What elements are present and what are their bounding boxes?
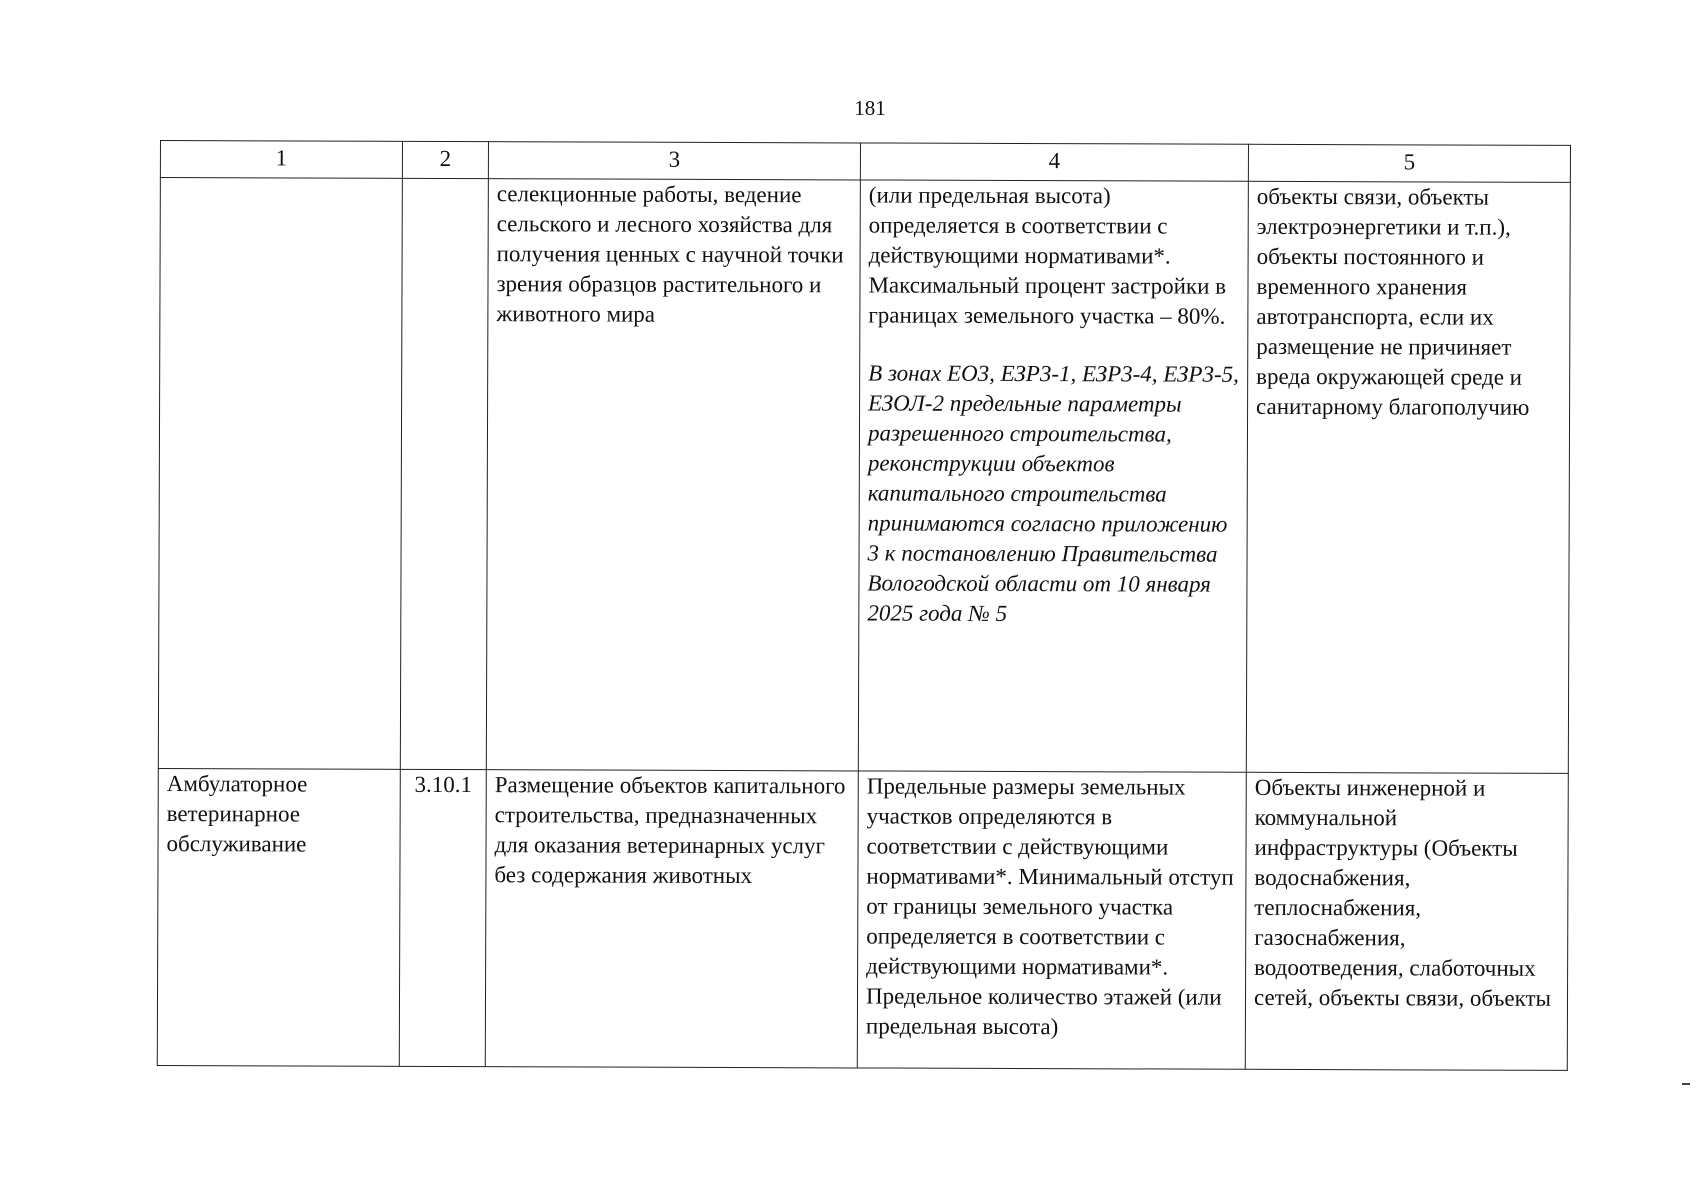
row1-auxiliary-uses: объекты связи, объекты электроэнергетики и т.п.), объекты постоянного и временного хранения автотранспорта, если их размещение не причиняет вреда окружающей среде и санитарному благополучию: [1246, 181, 1570, 773]
row2-parameters: Предельные размеры земельных участков определяются в соответствии с действующими нормативами*. Минимальный отступ от границы земельного участка определяется в соответствии с действующими нормативами*. Предельное количество этажей (или предельная высота): [857, 771, 1246, 1069]
table-header-row: [160, 141, 1570, 183]
header-cell-3: 3: [488, 142, 860, 180]
header-cell-2: 2: [402, 141, 488, 178]
header-cell-1: 1: [160, 141, 402, 179]
row2-land-use-name: Амбулаторное ветеринарное обслуживание: [157, 768, 400, 1066]
row1-parameters-zones-note: В зонах ЕО3, ЕЗР3-1, ЕЗР3-4, ЕЗР3-5, ЕЗОЛ-2 предельные параметры разрешенного строительства, реконструкции объектов капитального строительства принимаются согласно приложению 3 к постановлению Правительства Вологодской области от 10 января 2025 года № 5: [867, 360, 1239, 626]
page-number: 181: [854, 96, 886, 120]
regulations-table: [157, 140, 1571, 1071]
row2-code: 3.10.1: [399, 769, 486, 1066]
row2-auxiliary-uses: Объекты инженерной и коммунальной инфраструктуры (Объекты водоснабжения, теплоснабжения, газоснабжения, водоотведения, слаботочных сетей, объекты связи, объекты: [1245, 772, 1568, 1070]
document-sheet: [157, 140, 1570, 1071]
row1-parameters-text: (или предельная высота) определяется в соответствии с действующими нормативами*. Максимальный процент застройки в границах земельного участка – 80%.: [868, 182, 1227, 329]
header-cell-4: 4: [860, 143, 1248, 181]
row1-land-use-name: [158, 178, 402, 770]
row1-parameters: [858, 180, 1248, 772]
scan-speck: [1682, 1083, 1690, 1085]
header-cell-5: 5: [1248, 144, 1570, 182]
row1-code: [400, 178, 488, 769]
row1-description: селекционные работы, ведение сельского и лесного хозяйства для получения ценных с научной точки зрения образцов растительного и животного мира: [486, 179, 860, 771]
row2-description: Размещение объектов капитального строительства, предназначенных для оказания ветеринарных услуг без содержания животных: [485, 770, 858, 1068]
table-row: [158, 178, 1570, 774]
table-row: [157, 768, 1568, 1070]
